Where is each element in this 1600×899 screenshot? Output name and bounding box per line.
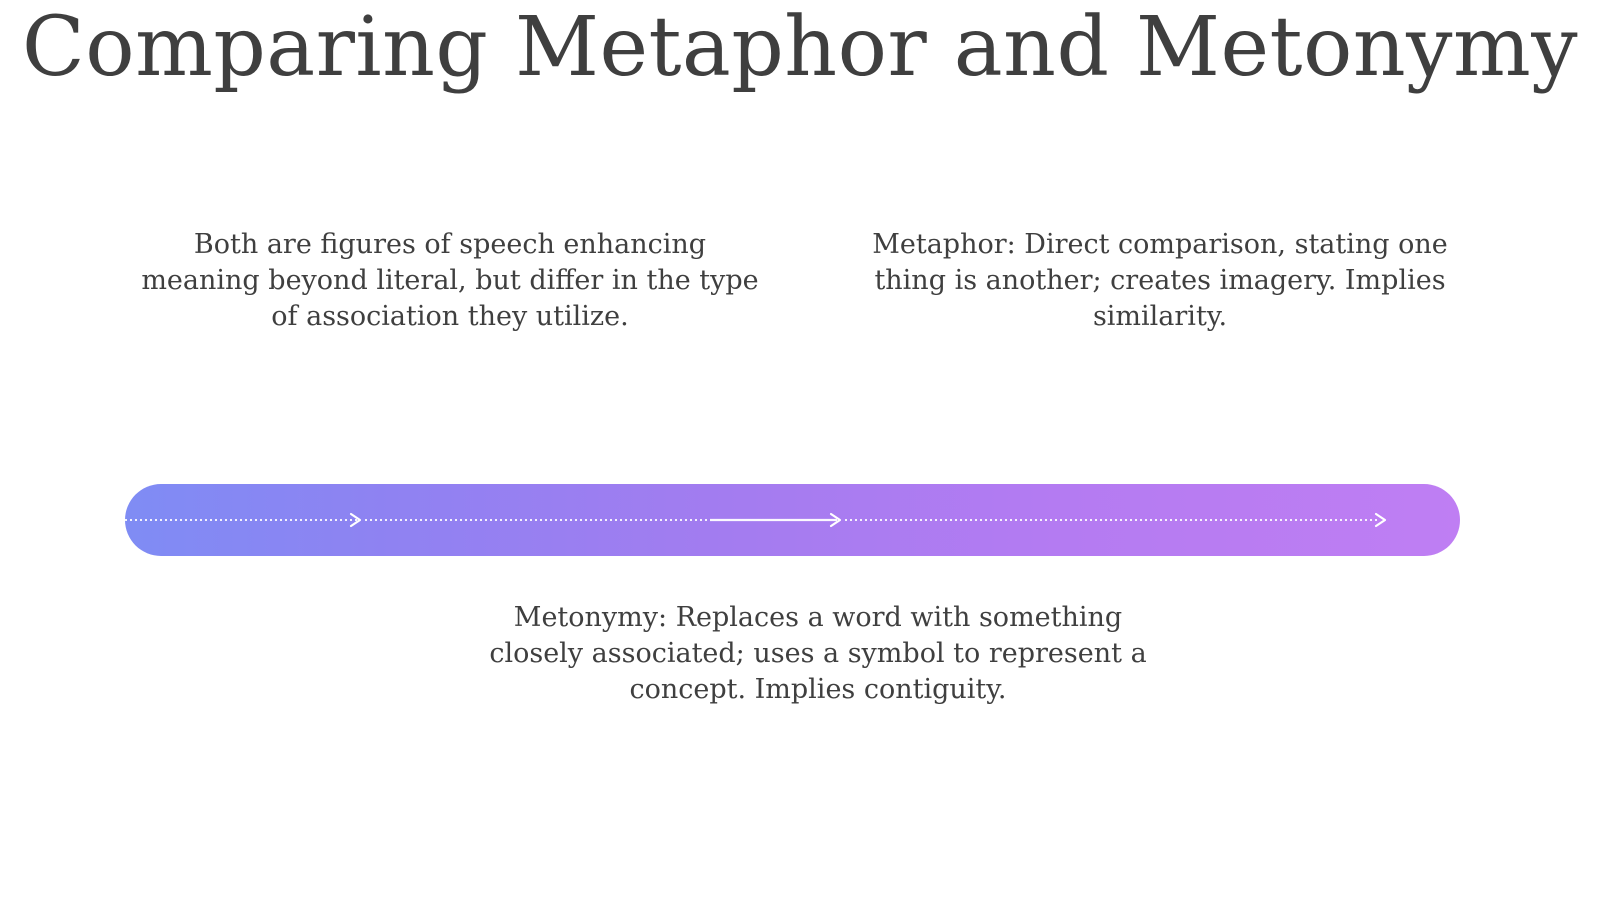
timeline-bar <box>125 484 1460 556</box>
intro-text: Both are figures of speech enhancing meaning beyond literal, but differ in the type of association they utilize. <box>141 229 759 332</box>
arrow-right-icon <box>1376 514 1385 526</box>
metaphor-text: Metaphor: Direct comparison, stating one thing is another; creates imagery. Implies similarity. <box>872 229 1448 332</box>
timeline-arrows <box>125 484 1460 556</box>
slide-title: Comparing Metaphor and Metonymy <box>21 0 1579 95</box>
metonymy-text: Metonymy: Replaces a word with something closely associated; uses a symbol to represent a concept. Implies contiguity. <box>489 602 1147 705</box>
